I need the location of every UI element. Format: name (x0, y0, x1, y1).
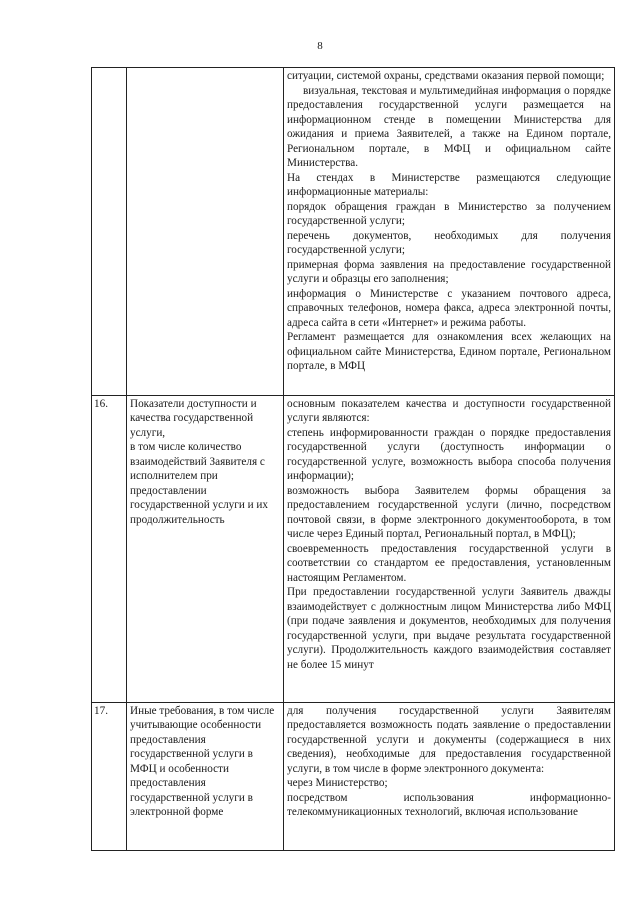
paragraph: Регламент размещается для ознакомления всех желающих на официальном сайте Министерства, Едином портале, Региональном портале, в МФЦ (287, 331, 611, 372)
row-number-cell (92, 68, 127, 396)
table-row (92, 395, 615, 702)
table-body (92, 68, 615, 851)
requirement-content-cell (284, 702, 615, 850)
row-number-cell: 16. (92, 395, 127, 702)
table-row (92, 68, 615, 396)
paragraph: порядок обращения граждан в Министерство за получением государственной услуги; (287, 200, 611, 227)
paragraph: степень информированности граждан о порядке предоставления государственной услуги (доступность информации о государственной услуге, возможность выбора способа получения информации); (287, 426, 611, 483)
paragraph: примерная форма заявления на предоставление государственной услуги и образцы его заполнения; (287, 258, 611, 285)
requirement-name-cell (127, 68, 284, 396)
paragraph: информация о Министерстве с указанием почтового адреса, справочных телефонов, номера факса, адреса электронной почты, адреса сайта в сети «Интернет» и режима работы. (287, 287, 611, 329)
paragraph: ситуации, системой охраны, средствами оказания первой помощи; (287, 70, 605, 82)
row-number-cell: 17. (92, 702, 127, 850)
paragraph: посредством использования информационно-телекоммуникационных технологий, включая использование (287, 791, 611, 819)
requirement-name-text: Показатели доступности и качества государственной услуги, (130, 397, 257, 439)
paragraph: через Министерство; (287, 777, 388, 790)
requirement-name-text: Иные требования, в том числе учитывающие особенности предоставления государственной услуги в МФЦ и особенности предоставления государственной услуги в электронной форме (130, 704, 275, 819)
paragraph: для получения государственной услуги Заявителям предоставляется возможность подать заявление о предоставлении государственной услуги и документы (содержащиеся в них сведения), необходимые для предоставления государственной услуги, в том числе в форме электронного документа: (287, 704, 611, 775)
paragraph: При предоставлении государственной услуги Заявитель дважды взаимодействует с должностным лицом Министерства либо МФЦ (при подаче заявления и документов, необходимых для получения государственной услуги, при выдаче результата государственной услуги). Продолжительность каждого взаимодействия составляет не более 15 минут (287, 586, 611, 671)
requirement-content-cell (284, 68, 615, 396)
requirement-content-cell (284, 395, 615, 702)
paragraph: На стендах в Министерстве размещаются следующие информационные материалы: (287, 171, 611, 198)
requirement-name-cell (127, 702, 284, 850)
paragraph: возможность выбора Заявителем формы обращения за предоставлением государственной услуги (лично, посредством почтовой связи, в форме электронного документооборота, в том числе через Единый портал, Региональный портал, в МФЦ); (287, 484, 611, 541)
paragraph: визуальная, текстовая и мультимедийная информация о порядке предоставления государственной услуги размещается на информационном стенде в помещении Министерства для ожидания и приема Заявителей, а также на Едином портале, Региональном портале, в МФЦ и официальном сайте Министерства. (287, 84, 611, 169)
paragraph: перечень документов, необходимых для получения государственной услуги; (287, 229, 611, 256)
requirement-name-cell (127, 395, 284, 702)
page-number: 8 (317, 40, 323, 52)
requirement-name-text: в том числе количество взаимодействий Заявителя с исполнителем при предоставлении государственной услуги и их продолжительность (130, 441, 269, 526)
table-row (92, 702, 615, 850)
regulation-table (91, 67, 615, 851)
paragraph: основным показателем качества и доступности государственной услуги являются: (287, 397, 611, 425)
paragraph: своевременность предоставления государственной услуги в соответствии со стандартом ее предоставления, установленным настоящим Регламентом. (287, 542, 611, 584)
